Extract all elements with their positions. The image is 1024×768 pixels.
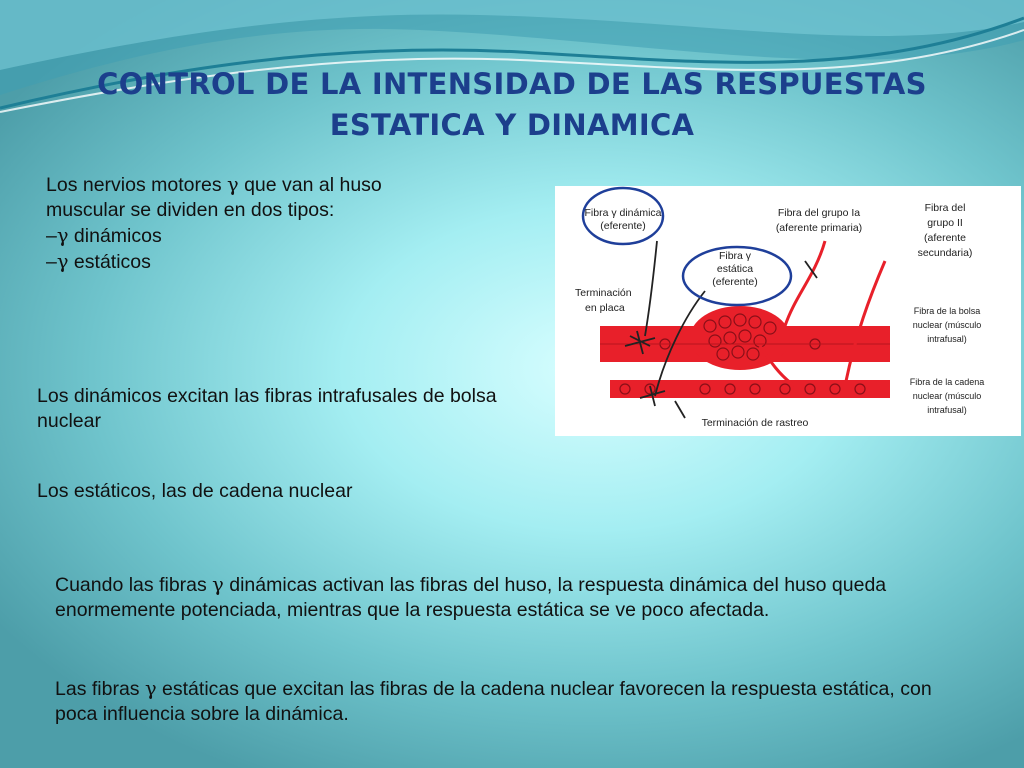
label-terminacion-placa-1: Terminación bbox=[575, 287, 632, 299]
p1-start: Cuando las fibras bbox=[55, 574, 213, 596]
label-cadena-3: intrafusal) bbox=[927, 405, 967, 415]
label-bolsa-1: Fibra de la bolsa bbox=[913, 306, 981, 316]
slide-title-line-1: CONTROL DE LA INTENSIDAD DE LAS RESPUESTAS bbox=[97, 67, 927, 101]
label-grupo-ii-4: secundaria) bbox=[917, 247, 973, 259]
intro-line-1-start: Los nervios motores bbox=[46, 174, 227, 196]
p2-rest: estáticas que excitan las fibras de la cadena nuclear favorecen la respuesta estática, con poca influencia sobre la dinámica. bbox=[55, 678, 932, 725]
gamma-symbol: γ bbox=[144, 677, 157, 700]
label-grupo-ii-3: (aferente bbox=[923, 232, 967, 244]
gamma-symbol: γ bbox=[56, 224, 69, 247]
dynamic-response-paragraph bbox=[55, 572, 965, 623]
p2-start: Las fibras bbox=[55, 678, 145, 700]
label-fibra-dinamica-2: (eferente) bbox=[600, 220, 646, 232]
estaticos-paragraph: Los estáticos, las de cadena nuclear bbox=[37, 480, 353, 502]
muscle-spindle-diagram bbox=[555, 186, 1021, 436]
gamma-symbol: γ bbox=[227, 173, 239, 196]
nuclear-bag-fiber bbox=[600, 306, 890, 370]
intro-line-2: muscular se dividen en dos tipos: bbox=[46, 199, 335, 221]
label-cadena-2: nuclear (músculo bbox=[912, 391, 982, 401]
label-grupo-ii-2: grupo II bbox=[927, 217, 963, 229]
gamma-symbol: γ bbox=[56, 250, 69, 273]
static-response-paragraph bbox=[55, 676, 965, 727]
label-fibra-estatica-2: estática bbox=[716, 263, 754, 275]
intro-item-estaticos bbox=[46, 249, 506, 275]
intro-item-dinamicos bbox=[46, 223, 506, 249]
label-terminacion-rastreo: Terminación de rastreo bbox=[701, 417, 809, 429]
afferent-fibers bbox=[760, 241, 885, 386]
dash: – bbox=[46, 225, 57, 247]
label-grupo-ia-2: (aferente primaria) bbox=[775, 222, 863, 234]
gamma-symbol: γ bbox=[212, 573, 224, 596]
muscle-spindle-svg bbox=[555, 186, 1021, 436]
item-estaticos-label: estáticos bbox=[68, 251, 151, 273]
intro-text bbox=[46, 172, 506, 275]
item-dinamicos-label: dinámicos bbox=[68, 225, 162, 247]
label-bolsa-3: intrafusal) bbox=[927, 334, 967, 344]
label-cadena-1: Fibra de la cadena bbox=[909, 377, 985, 387]
label-grupo-ii-1: Fibra del bbox=[924, 202, 966, 214]
label-terminacion-placa-2: en placa bbox=[585, 302, 625, 314]
intro-line-1-end: que van al huso bbox=[238, 174, 382, 196]
dinamicos-paragraph: Los dinámicos excitan las fibras intrafusales de bolsa nuclear bbox=[37, 385, 497, 432]
slide-title-line-2: ESTATICA Y DINAMICA bbox=[329, 108, 695, 142]
label-fibra-estatica-3: (eferente) bbox=[712, 276, 758, 288]
intro-line-1 bbox=[46, 172, 506, 198]
label-fibra-dinamica-1: Fibra γ dinámica bbox=[584, 207, 662, 219]
label-grupo-ia-1: Fibra del grupo Ia bbox=[777, 207, 861, 219]
p1-rest: dinámicas activan las fibras del huso, la respuesta dinámica del huso queda enormemente potenciada, mientras que la respuesta estática se ve poco afectada. bbox=[55, 574, 887, 621]
label-bolsa-2: nuclear (músculo bbox=[912, 320, 982, 330]
slide-title bbox=[60, 64, 964, 146]
dash: – bbox=[46, 251, 57, 273]
label-fibra-estatica-1: Fibra γ bbox=[718, 250, 752, 262]
